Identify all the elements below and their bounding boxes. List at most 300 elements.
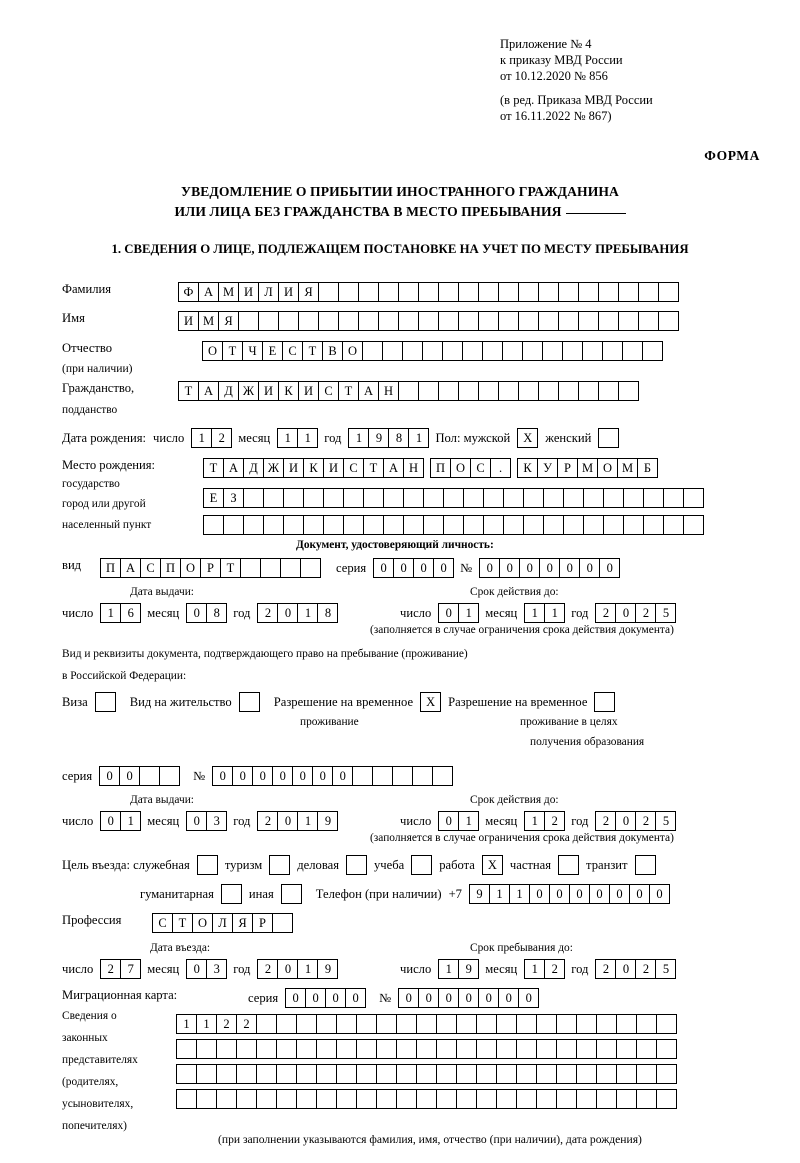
phone-input-cell[interactable]: 0 — [589, 884, 610, 904]
birth-place-row2-input-cell[interactable] — [323, 488, 344, 508]
birth-place-city-input-cell[interactable]: Р — [557, 458, 578, 478]
legal-rep-row1-input[interactable] — [176, 1014, 676, 1034]
legal-rep-row2-input-cell[interactable] — [536, 1039, 557, 1059]
doc-issue-day-input-cell[interactable]: 1 — [100, 603, 121, 623]
perm-number-input-cell[interactable] — [412, 766, 433, 786]
legal-rep-row4-input-cell[interactable] — [516, 1089, 537, 1109]
patronymic-input-cell[interactable] — [442, 341, 463, 361]
birth-place-extra-input-cell[interactable]: П — [430, 458, 451, 478]
mig-number-input-cell[interactable]: 0 — [438, 988, 459, 1008]
surname-input-cell[interactable] — [538, 282, 559, 302]
legal-rep-row3-input-cell[interactable] — [396, 1064, 417, 1084]
birth-country-input-cell[interactable]: Д — [243, 458, 264, 478]
birth-place-row3-input-cell[interactable] — [583, 515, 604, 535]
surname-input-cell[interactable]: И — [238, 282, 259, 302]
legal-rep-row4-input-cell[interactable] — [396, 1089, 417, 1109]
name-input-cell[interactable] — [338, 311, 359, 331]
name-input-cell[interactable]: Я — [218, 311, 239, 331]
doc-issue-month-input-cell[interactable]: 0 — [186, 603, 207, 623]
birth-place-row2-input[interactable] — [203, 488, 703, 508]
perm-number-input-cell[interactable]: 0 — [332, 766, 353, 786]
birth-day-input[interactable] — [191, 428, 231, 448]
doc-valid-month-input-cell[interactable]: 1 — [524, 603, 545, 623]
entry-year-input-cell[interactable]: 0 — [277, 959, 298, 979]
legal-rep-row4-input-cell[interactable] — [376, 1089, 397, 1109]
legal-rep-row2-input-cell[interactable] — [236, 1039, 257, 1059]
doc-series-input-cell[interactable]: 0 — [413, 558, 434, 578]
perm-issue-month-input-cell[interactable]: 0 — [186, 811, 207, 831]
doc-valid-year-input-cell[interactable]: 2 — [595, 603, 616, 623]
legal-rep-row3-input-cell[interactable] — [436, 1064, 457, 1084]
surname-input[interactable] — [178, 282, 678, 302]
legal-rep-row3-input-cell[interactable] — [456, 1064, 477, 1084]
citizenship-input-cell[interactable]: Ж — [238, 381, 259, 401]
doc-number-input-cell[interactable]: 0 — [599, 558, 620, 578]
surname-input-cell[interactable] — [598, 282, 619, 302]
name-input-cell[interactable]: М — [198, 311, 219, 331]
legal-rep-row4-input-cell[interactable] — [576, 1089, 597, 1109]
doc-issue-month-input-cell[interactable]: 8 — [206, 603, 227, 623]
birth-country-input-cell[interactable]: К — [303, 458, 324, 478]
legal-rep-row2-input-cell[interactable] — [456, 1039, 477, 1059]
perm-number-input-cell[interactable] — [392, 766, 413, 786]
citizenship-input-cell[interactable]: И — [258, 381, 279, 401]
birth-place-row2-input-cell[interactable] — [343, 488, 364, 508]
legal-rep-row1-input-cell[interactable] — [656, 1014, 677, 1034]
legal-rep-row2-input-cell[interactable] — [296, 1039, 317, 1059]
name-input-cell[interactable] — [238, 311, 259, 331]
birth-place-city-input-cell[interactable]: М — [577, 458, 598, 478]
name-input-cell[interactable] — [438, 311, 459, 331]
birth-place-row2-input-cell[interactable] — [663, 488, 684, 508]
birth-place-extra-input[interactable] — [430, 458, 510, 478]
name-input-cell[interactable] — [258, 311, 279, 331]
legal-rep-row3-input-cell[interactable] — [336, 1064, 357, 1084]
legal-rep-row2-input-cell[interactable] — [516, 1039, 537, 1059]
name-input-cell[interactable] — [478, 311, 499, 331]
patronymic-input-cell[interactable]: Т — [222, 341, 243, 361]
doc-valid-day-input-cell[interactable]: 0 — [438, 603, 459, 623]
legal-rep-row2-input-cell[interactable] — [436, 1039, 457, 1059]
profession-input-cell[interactable]: С — [152, 913, 173, 933]
birth-place-extra-input-cell[interactable]: О — [450, 458, 471, 478]
citizenship-input-cell[interactable] — [498, 381, 519, 401]
perm-valid-year-input[interactable] — [595, 811, 675, 831]
residence-checkbox[interactable] — [239, 692, 260, 712]
name-input-cell[interactable] — [298, 311, 319, 331]
legal-rep-row2-input-cell[interactable] — [576, 1039, 597, 1059]
doc-issue-year-input-cell[interactable]: 2 — [257, 603, 278, 623]
doc-valid-month-input-cell[interactable]: 1 — [544, 603, 565, 623]
legal-rep-row1-input-cell[interactable] — [596, 1014, 617, 1034]
birth-place-row2-input-cell[interactable] — [243, 488, 264, 508]
purpose-official-checkbox[interactable] — [197, 855, 218, 875]
citizenship-input-cell[interactable]: Д — [218, 381, 239, 401]
legal-rep-row1-input-cell[interactable] — [516, 1014, 537, 1034]
legal-rep-row1-input-cell[interactable] — [336, 1014, 357, 1034]
legal-rep-row3-input-cell[interactable] — [316, 1064, 337, 1084]
legal-rep-row1-input-cell[interactable] — [636, 1014, 657, 1034]
birth-place-row3-input-cell[interactable] — [443, 515, 464, 535]
birth-place-row3-input-cell[interactable] — [383, 515, 404, 535]
patronymic-input-cell[interactable] — [502, 341, 523, 361]
birth-place-row3-input-cell[interactable] — [283, 515, 304, 535]
entry-year-input-cell[interactable]: 9 — [317, 959, 338, 979]
legal-rep-row2-input-cell[interactable] — [376, 1039, 397, 1059]
legal-rep-row2-input-cell[interactable] — [656, 1039, 677, 1059]
doc-kind-input-cell[interactable]: Р — [200, 558, 221, 578]
legal-rep-row4-input[interactable] — [176, 1089, 676, 1109]
entry-year-input-cell[interactable]: 2 — [257, 959, 278, 979]
birth-place-row2-input-cell[interactable] — [263, 488, 284, 508]
birth-place-row2-input-cell[interactable] — [303, 488, 324, 508]
doc-number-input-cell[interactable]: 0 — [579, 558, 600, 578]
legal-rep-row4-input-cell[interactable] — [356, 1089, 377, 1109]
name-input-cell[interactable] — [498, 311, 519, 331]
birth-place-row3-input-cell[interactable] — [503, 515, 524, 535]
surname-input-cell[interactable] — [458, 282, 479, 302]
legal-rep-row2-input-cell[interactable] — [276, 1039, 297, 1059]
citizenship-input-cell[interactable] — [478, 381, 499, 401]
stay-year-input-cell[interactable]: 2 — [635, 959, 656, 979]
birth-place-row3-input-cell[interactable] — [483, 515, 504, 535]
legal-rep-row2-input-cell[interactable] — [356, 1039, 377, 1059]
legal-rep-row4-input-cell[interactable] — [316, 1089, 337, 1109]
profession-input-cell[interactable] — [272, 913, 293, 933]
birth-place-row3-input-cell[interactable] — [643, 515, 664, 535]
perm-number-input-cell[interactable] — [352, 766, 373, 786]
purpose-private-checkbox[interactable] — [558, 855, 579, 875]
doc-kind-input-cell[interactable] — [280, 558, 301, 578]
surname-input-cell[interactable]: М — [218, 282, 239, 302]
legal-rep-row3-input-cell[interactable] — [616, 1064, 637, 1084]
legal-rep-row1-input-cell[interactable] — [436, 1014, 457, 1034]
surname-input-cell[interactable] — [478, 282, 499, 302]
legal-rep-row1-input-cell[interactable] — [316, 1014, 337, 1034]
legal-rep-row4-input-cell[interactable] — [456, 1089, 477, 1109]
legal-rep-row4-input-cell[interactable] — [616, 1089, 637, 1109]
stay-day-input-cell[interactable]: 9 — [458, 959, 479, 979]
citizenship-input-cell[interactable] — [418, 381, 439, 401]
perm-number-input-cell[interactable]: 0 — [232, 766, 253, 786]
phone-input-cell[interactable]: 0 — [609, 884, 630, 904]
mig-number-input-cell[interactable]: 0 — [478, 988, 499, 1008]
legal-rep-row1-input-cell[interactable] — [536, 1014, 557, 1034]
sex-female-checkbox[interactable] — [598, 428, 619, 448]
patronymic-input-cell[interactable]: Е — [262, 341, 283, 361]
doc-number-input-cell[interactable]: 0 — [539, 558, 560, 578]
perm-number-input-cell[interactable] — [372, 766, 393, 786]
name-input-cell[interactable] — [378, 311, 399, 331]
birth-country-input-cell[interactable]: А — [383, 458, 404, 478]
legal-rep-row3-input-cell[interactable] — [596, 1064, 617, 1084]
patronymic-input-cell[interactable]: О — [342, 341, 363, 361]
name-input-cell[interactable] — [578, 311, 599, 331]
phone-input-cell[interactable]: 0 — [569, 884, 590, 904]
phone-input-cell[interactable]: 0 — [529, 884, 550, 904]
legal-rep-row3-input-cell[interactable] — [216, 1064, 237, 1084]
phone-input-cell[interactable]: 0 — [629, 884, 650, 904]
name-input-cell[interactable] — [358, 311, 379, 331]
citizenship-input-cell[interactable] — [618, 381, 639, 401]
birth-place-city-input-cell[interactable]: К — [517, 458, 538, 478]
surname-input-cell[interactable] — [618, 282, 639, 302]
legal-rep-row4-input-cell[interactable] — [636, 1089, 657, 1109]
citizenship-input-cell[interactable] — [578, 381, 599, 401]
patronymic-input-cell[interactable] — [522, 341, 543, 361]
legal-rep-row1-input-cell[interactable] — [476, 1014, 497, 1034]
birth-place-row3-input-cell[interactable] — [323, 515, 344, 535]
legal-rep-row3-input-cell[interactable] — [576, 1064, 597, 1084]
perm-issue-month-input-cell[interactable]: 3 — [206, 811, 227, 831]
legal-rep-row4-input-cell[interactable] — [496, 1089, 517, 1109]
legal-rep-row4-input-cell[interactable] — [336, 1089, 357, 1109]
doc-issue-month-input[interactable] — [186, 603, 226, 623]
citizenship-input-cell[interactable]: С — [318, 381, 339, 401]
legal-rep-row2-input-cell[interactable] — [636, 1039, 657, 1059]
perm-issue-day-input[interactable] — [100, 811, 140, 831]
profession-input-cell[interactable]: О — [192, 913, 213, 933]
entry-month-input[interactable] — [186, 959, 226, 979]
patronymic-input-cell[interactable] — [642, 341, 663, 361]
doc-valid-day-input-cell[interactable]: 1 — [458, 603, 479, 623]
birth-country-input[interactable] — [203, 458, 423, 478]
legal-rep-row1-input-cell[interactable] — [356, 1014, 377, 1034]
profession-input-cell[interactable]: Р — [252, 913, 273, 933]
visa-checkbox[interactable] — [95, 692, 116, 712]
citizenship-input[interactable] — [178, 381, 638, 401]
perm-number-input[interactable] — [212, 766, 452, 786]
birth-place-row2-input-cell[interactable] — [423, 488, 444, 508]
legal-rep-row1-input-cell[interactable] — [276, 1014, 297, 1034]
birth-place-row2-input-cell[interactable] — [643, 488, 664, 508]
citizenship-input-cell[interactable]: Т — [178, 381, 199, 401]
perm-valid-day-input[interactable] — [438, 811, 478, 831]
doc-kind-input-cell[interactable]: А — [120, 558, 141, 578]
entry-day-input-cell[interactable]: 2 — [100, 959, 121, 979]
name-input-cell[interactable] — [638, 311, 659, 331]
birth-place-row3-input-cell[interactable] — [423, 515, 444, 535]
perm-valid-year-input-cell[interactable]: 5 — [655, 811, 676, 831]
perm-valid-month-input[interactable] — [524, 811, 564, 831]
doc-issue-day-input[interactable] — [100, 603, 140, 623]
legal-rep-row1-input-cell[interactable] — [616, 1014, 637, 1034]
legal-rep-row2-input-cell[interactable] — [256, 1039, 277, 1059]
perm-valid-month-input-cell[interactable]: 2 — [544, 811, 565, 831]
birth-place-row3-input-cell[interactable] — [683, 515, 704, 535]
entry-month-input-cell[interactable]: 3 — [206, 959, 227, 979]
mig-series-input[interactable] — [285, 988, 365, 1008]
legal-rep-row3-input-cell[interactable] — [536, 1064, 557, 1084]
legal-rep-row4-input-cell[interactable] — [296, 1089, 317, 1109]
perm-number-input-cell[interactable]: 0 — [312, 766, 333, 786]
legal-rep-row1-input-cell[interactable] — [376, 1014, 397, 1034]
legal-rep-row2-input-cell[interactable] — [316, 1039, 337, 1059]
mig-number-input-cell[interactable]: 0 — [398, 988, 419, 1008]
patronymic-input-cell[interactable] — [462, 341, 483, 361]
doc-kind-input-cell[interactable] — [300, 558, 321, 578]
birth-place-row2-input-cell[interactable] — [583, 488, 604, 508]
birth-place-row2-input-cell[interactable] — [363, 488, 384, 508]
birth-place-row2-input-cell[interactable] — [523, 488, 544, 508]
legal-rep-row3-input-cell[interactable] — [496, 1064, 517, 1084]
name-input-cell[interactable] — [518, 311, 539, 331]
entry-year-input-cell[interactable]: 1 — [297, 959, 318, 979]
patronymic-input-cell[interactable] — [402, 341, 423, 361]
doc-number-input[interactable] — [479, 558, 619, 578]
birth-day-input-cell[interactable]: 2 — [211, 428, 232, 448]
legal-rep-row4-input-cell[interactable] — [656, 1089, 677, 1109]
surname-input-cell[interactable] — [358, 282, 379, 302]
edu-residence-checkbox[interactable] — [594, 692, 615, 712]
phone-input-cell[interactable]: 1 — [509, 884, 530, 904]
doc-valid-year-input-cell[interactable]: 0 — [615, 603, 636, 623]
perm-issue-year-input-cell[interactable]: 1 — [297, 811, 318, 831]
doc-kind-input[interactable] — [100, 558, 320, 578]
perm-issue-day-input-cell[interactable]: 0 — [100, 811, 121, 831]
doc-issue-year-input-cell[interactable]: 8 — [317, 603, 338, 623]
name-input-cell[interactable] — [618, 311, 639, 331]
purpose-study-checkbox[interactable] — [411, 855, 432, 875]
entry-month-input-cell[interactable]: 0 — [186, 959, 207, 979]
birth-place-row3-input-cell[interactable] — [363, 515, 384, 535]
legal-rep-row3-input-cell[interactable] — [276, 1064, 297, 1084]
legal-rep-row2-input-cell[interactable] — [416, 1039, 437, 1059]
temp-residence-checkbox[interactable]: Х — [420, 692, 441, 712]
birth-country-input-cell[interactable]: Т — [203, 458, 224, 478]
doc-valid-year-input-cell[interactable]: 5 — [655, 603, 676, 623]
surname-input-cell[interactable] — [498, 282, 519, 302]
perm-issue-year-input-cell[interactable]: 2 — [257, 811, 278, 831]
birth-year-input-cell[interactable]: 1 — [408, 428, 429, 448]
stay-year-input-cell[interactable]: 5 — [655, 959, 676, 979]
legal-rep-row4-input-cell[interactable] — [236, 1089, 257, 1109]
birth-country-input-cell[interactable]: А — [223, 458, 244, 478]
patronymic-input-cell[interactable]: Ч — [242, 341, 263, 361]
legal-rep-row3-input-cell[interactable] — [476, 1064, 497, 1084]
legal-rep-row3-input-cell[interactable] — [556, 1064, 577, 1084]
birth-place-row2-input-cell[interactable]: Е — [203, 488, 224, 508]
patronymic-input-cell[interactable] — [382, 341, 403, 361]
doc-issue-year-input-cell[interactable]: 1 — [297, 603, 318, 623]
birth-country-input-cell[interactable]: С — [343, 458, 364, 478]
patronymic-input-cell[interactable]: С — [282, 341, 303, 361]
citizenship-input-cell[interactable] — [458, 381, 479, 401]
stay-month-input[interactable] — [524, 959, 564, 979]
doc-series-input[interactable] — [373, 558, 453, 578]
legal-rep-row1-input-cell[interactable]: 1 — [196, 1014, 217, 1034]
legal-rep-row2-input-cell[interactable] — [616, 1039, 637, 1059]
birth-year-input-cell[interactable]: 9 — [368, 428, 389, 448]
legal-rep-row4-input-cell[interactable] — [596, 1089, 617, 1109]
birth-place-row2-input-cell[interactable] — [543, 488, 564, 508]
birth-place-extra-input-cell[interactable]: С — [470, 458, 491, 478]
citizenship-input-cell[interactable]: Т — [338, 381, 359, 401]
birth-place-extra-input-cell[interactable]: . — [490, 458, 511, 478]
profession-input-cell[interactable]: Т — [172, 913, 193, 933]
legal-rep-row3-input-cell[interactable] — [296, 1064, 317, 1084]
birth-country-input-cell[interactable]: И — [323, 458, 344, 478]
legal-rep-row1-input-cell[interactable] — [296, 1014, 317, 1034]
legal-rep-row3-input-cell[interactable] — [516, 1064, 537, 1084]
perm-issue-day-input-cell[interactable]: 1 — [120, 811, 141, 831]
perm-number-input-cell[interactable] — [432, 766, 453, 786]
profession-input-cell[interactable]: Я — [232, 913, 253, 933]
perm-valid-month-input-cell[interactable]: 1 — [524, 811, 545, 831]
birth-month-input[interactable] — [277, 428, 317, 448]
birth-place-row3-input-cell[interactable] — [543, 515, 564, 535]
birth-place-row3-input-cell[interactable] — [563, 515, 584, 535]
legal-rep-row3-input-cell[interactable] — [636, 1064, 657, 1084]
legal-rep-row2-input-cell[interactable] — [396, 1039, 417, 1059]
birth-country-input-cell[interactable]: Н — [403, 458, 424, 478]
legal-rep-row3-input[interactable] — [176, 1064, 676, 1084]
doc-valid-year-input-cell[interactable]: 2 — [635, 603, 656, 623]
purpose-work-checkbox[interactable]: Х — [482, 855, 503, 875]
doc-number-input-cell[interactable]: 0 — [519, 558, 540, 578]
purpose-tourism-checkbox[interactable] — [269, 855, 290, 875]
perm-issue-month-input[interactable] — [186, 811, 226, 831]
birth-place-row3-input-cell[interactable] — [243, 515, 264, 535]
patronymic-input-cell[interactable] — [482, 341, 503, 361]
legal-rep-row3-input-cell[interactable] — [256, 1064, 277, 1084]
phone-input[interactable] — [469, 884, 669, 904]
citizenship-input-cell[interactable]: А — [198, 381, 219, 401]
surname-input-cell[interactable] — [418, 282, 439, 302]
birth-country-input-cell[interactable]: Ж — [263, 458, 284, 478]
birth-place-row3-input-cell[interactable] — [603, 515, 624, 535]
name-input-cell[interactable] — [538, 311, 559, 331]
doc-number-input-cell[interactable]: 0 — [499, 558, 520, 578]
perm-issue-year-input[interactable] — [257, 811, 337, 831]
legal-rep-row1-input-cell[interactable] — [256, 1014, 277, 1034]
doc-series-input-cell[interactable]: 0 — [433, 558, 454, 578]
birth-place-row2-input-cell[interactable] — [503, 488, 524, 508]
legal-rep-row4-input-cell[interactable] — [476, 1089, 497, 1109]
perm-valid-year-input-cell[interactable]: 2 — [635, 811, 656, 831]
legal-rep-row1-input-cell[interactable] — [416, 1014, 437, 1034]
birth-place-row2-input-cell[interactable] — [403, 488, 424, 508]
phone-input-cell[interactable]: 0 — [549, 884, 570, 904]
name-input-cell[interactable] — [278, 311, 299, 331]
perm-series-input-cell[interactable] — [159, 766, 180, 786]
doc-kind-input-cell[interactable]: О — [180, 558, 201, 578]
birth-place-row3-input-cell[interactable] — [403, 515, 424, 535]
birth-year-input[interactable] — [348, 428, 428, 448]
citizenship-input-cell[interactable]: А — [358, 381, 379, 401]
purpose-humanitarian-checkbox[interactable] — [221, 884, 242, 904]
perm-valid-day-input-cell[interactable]: 1 — [458, 811, 479, 831]
doc-kind-input-cell[interactable] — [240, 558, 261, 578]
legal-rep-row1-input-cell[interactable]: 2 — [216, 1014, 237, 1034]
legal-rep-row1-input-cell[interactable] — [396, 1014, 417, 1034]
surname-input-cell[interactable]: А — [198, 282, 219, 302]
legal-rep-row2-input-cell[interactable] — [596, 1039, 617, 1059]
patronymic-input[interactable] — [202, 341, 662, 361]
patronymic-input-cell[interactable]: В — [322, 341, 343, 361]
mig-series-input-cell[interactable]: 0 — [305, 988, 326, 1008]
legal-rep-row1-input-cell[interactable] — [576, 1014, 597, 1034]
doc-valid-day-input[interactable] — [438, 603, 478, 623]
perm-series-input-cell[interactable]: 0 — [119, 766, 140, 786]
phone-input-cell[interactable]: 0 — [649, 884, 670, 904]
mig-number-input-cell[interactable]: 0 — [458, 988, 479, 1008]
doc-kind-input-cell[interactable]: П — [100, 558, 121, 578]
surname-input-cell[interactable] — [438, 282, 459, 302]
purpose-business-checkbox[interactable] — [346, 855, 367, 875]
legal-rep-row4-input-cell[interactable] — [436, 1089, 457, 1109]
legal-rep-row3-input-cell[interactable] — [356, 1064, 377, 1084]
